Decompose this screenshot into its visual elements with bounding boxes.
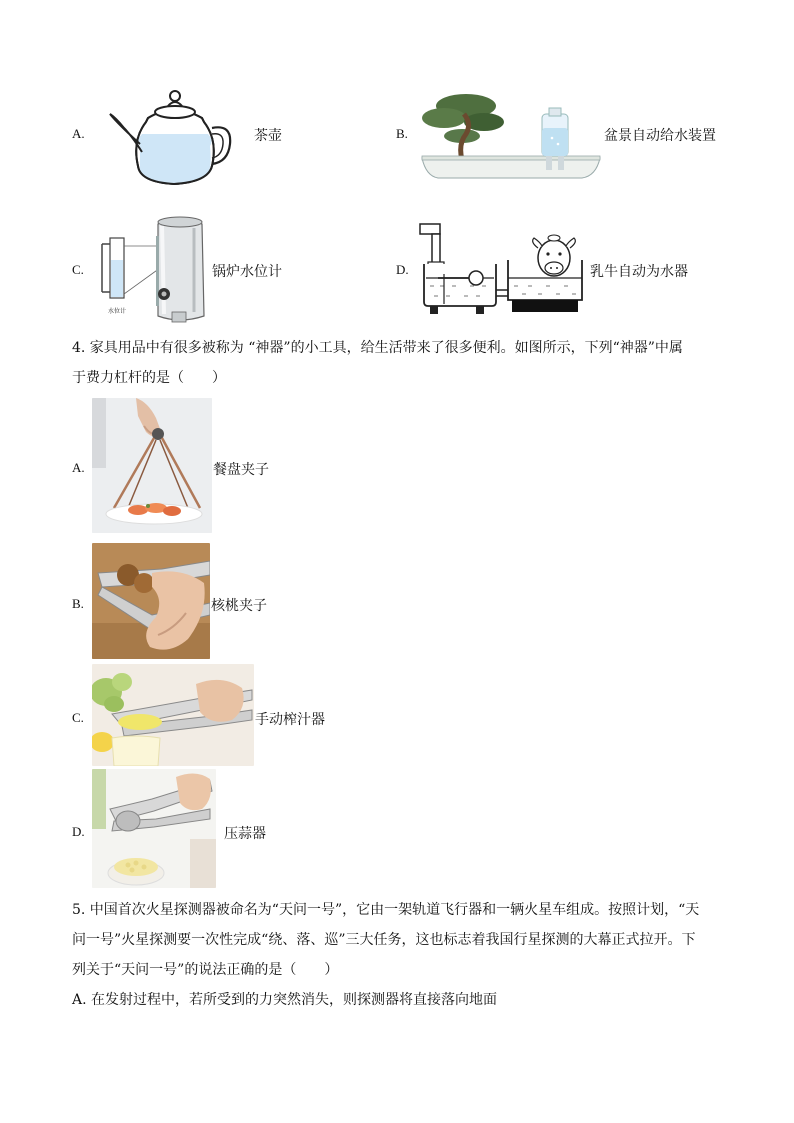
option-letter: A. (72, 460, 85, 475)
option-letter: B. (396, 126, 408, 141)
q4-question-text (72, 333, 722, 393)
bonsai-watering-image (418, 84, 604, 182)
q4-line-2: 于费力杠杆的是（ ） (72, 370, 226, 386)
q5-option-a: A. 在发射过程中，若所受到的力突然消失，则探测器将直接落向地面 (72, 992, 498, 1008)
option-caption: 手动榨汁器 (255, 712, 325, 728)
q4-line-1: 4. 家具用品中有很多被称为 “神器”的小工具，给生活带来了很多便利。如图所示，下列“神器”中属 (72, 340, 683, 356)
option-caption: 盆景自动给水装置 (604, 128, 716, 144)
option-letter: C. (72, 710, 84, 725)
option-caption: 餐盘夹子 (213, 462, 269, 478)
gauge-inner-label: 水位计 (108, 308, 127, 315)
cow-water-feeder-image (418, 218, 586, 320)
option-caption: 核桃夹子 (211, 598, 267, 614)
option-letter: D. (396, 262, 409, 277)
teapot-image (108, 84, 238, 190)
option-letter: C. (72, 262, 84, 277)
option-caption: 乳牛自动为水器 (590, 264, 688, 280)
option-caption: 锅炉水位计 (212, 264, 282, 280)
manual-juicer-photo (92, 664, 254, 766)
q5-line-1: 5. 中国首次火星探测器被命名为“天问一号”，它由一架轨道飞行器和一辆火星车组成。按照计划，“天 (72, 902, 700, 918)
q5-line-3: 列关于“天问一号”的说法正确的是（ ） (72, 962, 339, 978)
q5-question-text (72, 895, 722, 1015)
plate-clamp-photo (92, 398, 212, 533)
walnut-clamp-photo (92, 543, 210, 659)
option-caption: 压蒜器 (224, 826, 266, 842)
option-letter: D. (72, 824, 85, 839)
option-caption: 茶壶 (254, 128, 282, 144)
option-letter: A. (72, 126, 85, 141)
garlic-press-photo (92, 769, 216, 888)
option-letter: B. (72, 596, 84, 611)
q5-line-2: 问一号”火星探测要一次性完成“绕、落、巡”三大任务，这也标志着我国行星探测的大幕正式拉开。下 (72, 932, 696, 948)
